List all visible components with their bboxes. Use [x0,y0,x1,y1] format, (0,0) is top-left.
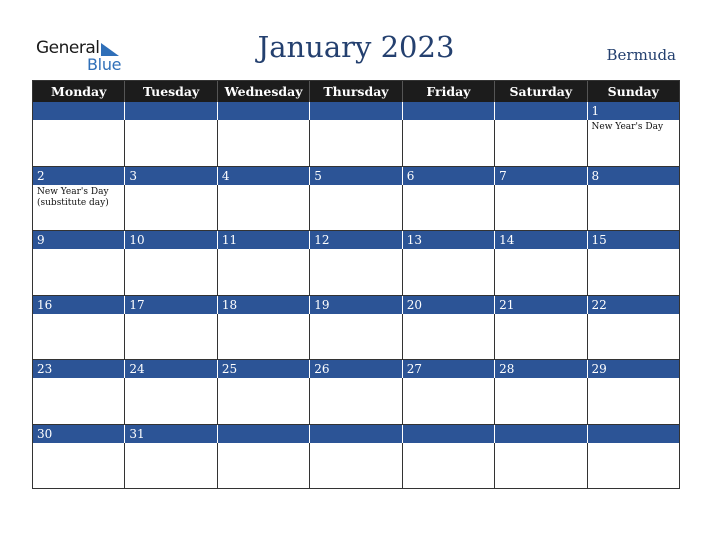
day-number-bar [33,167,679,185]
day-number: 9 [37,233,45,247]
weeks-container [33,102,679,489]
day-body-row [33,378,679,425]
day-cell-event [402,314,494,361]
day-cell-event [587,249,679,296]
day-cell-event [494,185,586,232]
day-number: 28 [494,360,586,378]
day-number-bar [33,296,679,314]
day-number-bar [33,231,679,249]
day-cell-event [494,249,586,296]
calendar-week [33,102,679,167]
day-number [587,425,679,443]
day-cell-event [217,249,309,296]
day-number: 15 [587,231,679,249]
weekday-header: Thursday [309,81,401,102]
day-number-bar [33,360,679,378]
day-number: 22 [587,296,679,314]
calendar-week [33,167,679,232]
day-cell-event: New Year's Day (substitute day) [33,185,124,232]
day-number: 6 [402,167,494,185]
day-number: 5 [309,167,401,185]
calendar-week [33,296,679,361]
day-number: 29 [587,360,679,378]
day-cell-event [494,120,586,167]
day-cell-event [402,443,494,490]
weekday-header: Saturday [494,81,586,102]
day-number: 31 [124,425,216,443]
day-body-row [33,185,679,232]
day-number: 20 [402,296,494,314]
day-number [217,102,309,120]
day-number: 24 [124,360,216,378]
day-cell-event [309,378,401,425]
day-cell-event [33,120,124,167]
day-number [33,102,124,120]
weekday-header-row [33,81,679,102]
day-cell-event [124,120,216,167]
day-cell-event [33,249,124,296]
day-cell-event [217,314,309,361]
day-number: 8 [587,167,679,185]
day-number [309,102,401,120]
day-cell-event [217,378,309,425]
day-number: 19 [309,296,401,314]
day-cell-event: New Year's Day [587,120,679,167]
day-cell-event [124,249,216,296]
day-number: 13 [402,231,494,249]
day-cell-event [309,185,401,232]
day-number: 17 [124,296,216,314]
day-cell-event [309,314,401,361]
day-cell-event [494,314,586,361]
page-title: January 2023 [257,30,455,64]
day-number: 11 [217,231,309,249]
day-body-row [33,314,679,361]
weekday-header: Monday [51,84,107,99]
day-number: 16 [37,297,53,312]
day-cell-event [33,314,124,361]
day-number: 18 [217,296,309,314]
day-number-bar [33,425,679,443]
day-body-row [33,120,679,167]
day-cell-event [124,443,216,490]
day-cell-event [587,314,679,361]
day-cell-event [217,185,309,232]
day-number-bar [33,102,679,120]
day-number: 27 [402,360,494,378]
day-cell-event [217,443,309,490]
day-number: 25 [217,360,309,378]
logo-text-blue: Blue [87,55,122,74]
day-number: 12 [309,231,401,249]
day-cell-event [33,443,124,490]
day-number: 7 [494,167,586,185]
calendar-grid [32,80,680,489]
day-cell-event [402,185,494,232]
day-number [402,102,494,120]
weekday-header: Tuesday [124,81,216,102]
day-number [309,425,401,443]
day-cell-event [587,443,679,490]
day-cell-event [124,314,216,361]
day-cell-event [587,378,679,425]
day-number [124,102,216,120]
day-number: 21 [494,296,586,314]
day-number [494,425,586,443]
day-cell-event [33,378,124,425]
day-cell-event [309,443,401,490]
calendar-week [33,231,679,296]
day-number: 14 [494,231,586,249]
day-cell-event [587,185,679,232]
day-number [217,425,309,443]
day-number: 4 [217,167,309,185]
weekday-header: Wednesday [217,81,309,102]
day-number [402,425,494,443]
day-number: 1 [587,102,679,120]
logo-text-general: General [36,38,100,58]
day-cell-event [309,249,401,296]
day-cell-event [124,378,216,425]
day-cell-event [309,120,401,167]
day-number [494,102,586,120]
day-number: 2 [37,168,45,183]
day-cell-event [402,249,494,296]
calendar-week [33,360,679,425]
day-cell-event [402,120,494,167]
day-number: 10 [124,231,216,249]
day-cell-event [124,185,216,232]
day-cell-event [217,120,309,167]
day-number: 23 [37,362,53,376]
weekday-header: Sunday [587,81,679,102]
day-number: 3 [124,167,216,185]
day-cell-event [494,378,586,425]
day-cell-event [402,378,494,425]
day-body-row [33,443,679,490]
day-number: 30 [37,426,53,441]
region-label: Bermuda [606,46,676,64]
day-cell-event [494,443,586,490]
day-number: 26 [309,360,401,378]
calendar-week [33,425,679,490]
day-body-row [33,249,679,296]
weekday-header: Friday [402,81,494,102]
